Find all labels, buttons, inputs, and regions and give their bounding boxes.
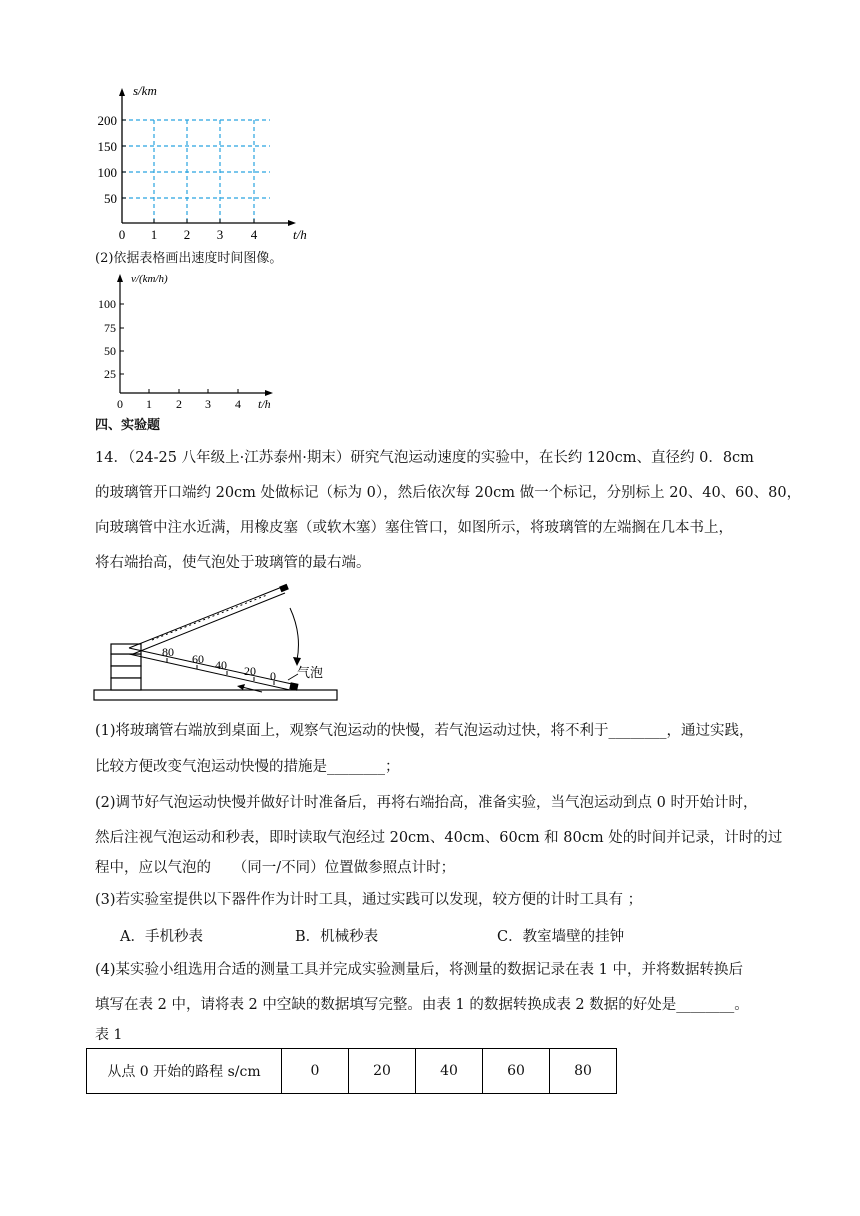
tube-mark-label: 80 (162, 645, 174, 659)
x-tick-label: 3 (205, 397, 211, 411)
q14-line: 14．（24-25 八年级上·江苏泰州·期末）研究气泡运动速度的实验中，在长约 120cm、直径约 0．8cm (95, 450, 754, 466)
table-cell: 20 (349, 1049, 416, 1094)
tube-mark-label: 60 (192, 652, 204, 666)
q14-part4-line2: 填写在表 2 中，请将表 2 中空缺的数据填写完整。由表 1 的数据转换成表 2 数据的好处是________。 (95, 997, 749, 1013)
table-cell: 0 (282, 1049, 349, 1094)
x-tick-label: 4 (250, 227, 258, 242)
q14-part2-line2: 然后注视气泡运动和秒表，即时读取气泡经过 20cm、40cm、60cm 和 80cm 处的时间并记录，计时的过 (95, 830, 783, 846)
tube-mark-label: 40 (215, 658, 227, 672)
q14-part1-line2: 比较方便改变气泡运动快慢的措施是________； (95, 759, 400, 775)
x-tick-label: 3 (216, 227, 224, 242)
table-row-header: 从点 0 开始的路程 s/cm (87, 1049, 282, 1094)
q2-instruction: (2)依据表格画出速度时间图像。 (95, 251, 283, 266)
option-a: A．手机秒表 (120, 929, 203, 945)
x-axis-label: t/h (293, 227, 307, 242)
y-axis-arrow (117, 274, 123, 282)
y-tick-label: 100 (97, 165, 117, 180)
option-c: C．教室墙壁的挂钟 (497, 929, 625, 945)
q14-part1-line1: (1)将玻璃管右端放到桌面上，观察气泡运动的快慢，若气泡运动过快，将不利于________，通过实践， (95, 723, 754, 739)
x-tick-label: 4 (235, 397, 241, 411)
q14-line: 的玻璃管开口端约 20cm 处做标记（标为 0），然后依次每 20cm 做一个标记，分别标上 20、40、60、80， (95, 485, 802, 501)
table1-caption: 表 1 (95, 1027, 123, 1043)
bubble-label: 气泡 (297, 665, 324, 680)
distance-time-graph (95, 80, 315, 245)
table-base (94, 690, 337, 700)
table-1 (86, 1048, 617, 1094)
table-cell: 60 (483, 1049, 550, 1094)
grid (122, 120, 270, 223)
x-axis-arrow (288, 220, 296, 226)
q14-line: 将右端抬高，使气泡处于玻璃管的最右端。 (95, 555, 371, 571)
q14-part2-line1: (2)调节好气泡运动快慢并做好计时准备后，再将右端抬高，准备实验，当气泡运动到点 0 时开始计时， (95, 795, 758, 811)
q14-part2-line3: 程中，应以气泡的 （同一/不同）位置做参照点计时； (95, 860, 456, 876)
y-tick-label: 25 (104, 367, 116, 381)
x-axis-label: t/h (258, 397, 271, 411)
y-tick-label: 200 (97, 113, 117, 128)
table-row (87, 1049, 617, 1094)
x-tick-label: 0 (118, 227, 126, 242)
velocity-time-graph (95, 268, 285, 413)
y-axis-arrow (119, 88, 125, 96)
x-tick-label: 1 (146, 397, 152, 411)
table-cell: 40 (416, 1049, 483, 1094)
q14-part4-line1: (4)某实验小组选用合适的测量工具并完成实验测量后，将测量的数据记录在表 1 中，并将数据转换后 (95, 962, 743, 978)
q14-line: 向玻璃管中注水近满，用橡皮塞（或软木塞）塞住管口，如图所示，将玻璃管的左端搁在几本书上， (95, 520, 733, 536)
section-title: 四、实验题 (95, 418, 161, 433)
y-tick-label: 150 (97, 139, 117, 154)
y-tick-label: 50 (104, 191, 117, 206)
q14-part3-line1: (3)若实验室提供以下器件作为计时工具，通过实践可以发现，较方便的计时工具有 ； (95, 892, 643, 908)
option-b: B．机械秒表 (295, 929, 379, 945)
x-axis-arrow (265, 390, 273, 396)
rotation-arrow (290, 608, 298, 660)
x-tick-label: 2 (183, 227, 191, 242)
x-tick-label: 2 (176, 397, 182, 411)
books (111, 644, 141, 690)
bubble-tube-diagram (92, 582, 342, 707)
lowered-tube (129, 648, 292, 690)
x-tick-label: 0 (117, 397, 123, 411)
tube-mark-label: 20 (244, 664, 256, 678)
y-tick-label: 100 (98, 297, 116, 311)
raised-tube (129, 587, 285, 654)
x-tick-label: 1 (150, 227, 158, 242)
tube-mark-label: 0 (270, 669, 276, 683)
y-axis-label: v/(km/h) (131, 273, 168, 285)
y-tick-label: 75 (104, 321, 116, 335)
y-axis-label: s/km (133, 83, 157, 98)
y-tick-label: 50 (104, 344, 116, 358)
table-cell: 80 (550, 1049, 617, 1094)
stopper-top (279, 584, 289, 593)
